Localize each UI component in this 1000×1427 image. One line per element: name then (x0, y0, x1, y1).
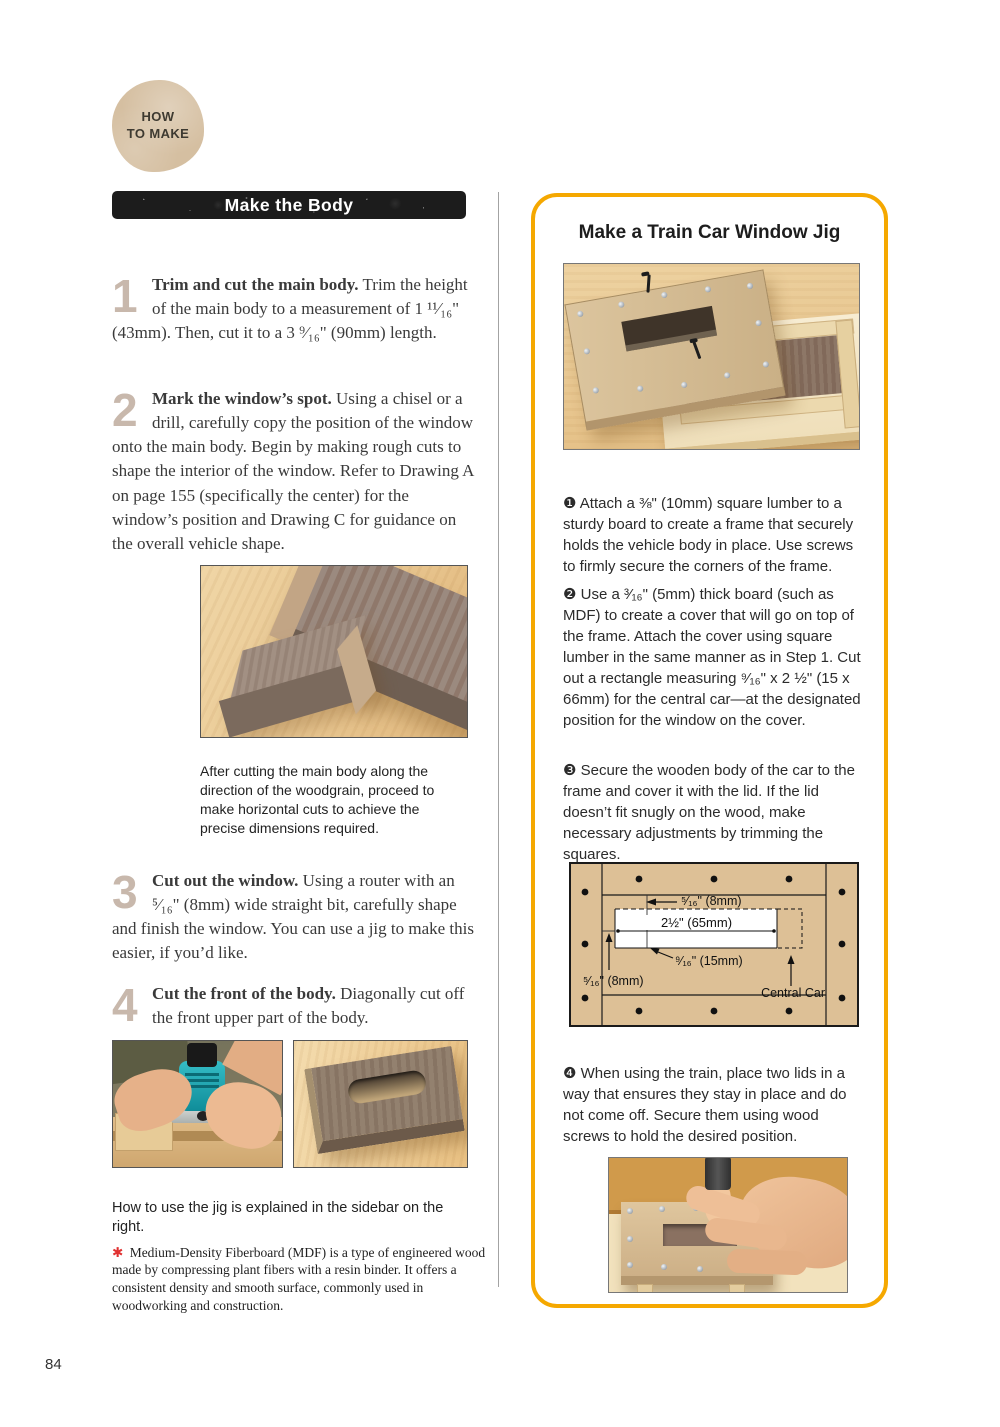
diagram-drawing (569, 862, 859, 1027)
photo-router-use (112, 1040, 283, 1168)
step-4-lead: Cut the front of the body. (152, 984, 336, 1003)
step-1-text: Trim the height of the main body to a measurement of 1 ¹¹⁄₁₆" (43mm). Then, cut it to a 3 ⁹⁄₁₆" (90mm) length. (112, 275, 468, 343)
screw-dot (697, 1266, 703, 1272)
footnote-asterisk: ✱ (112, 1244, 124, 1260)
diagram-label-left-offset: ⁵⁄₁₆" (8mm) (583, 974, 644, 988)
router-vents (185, 1073, 219, 1076)
jig-note-caption: How to use the jig is explained in the sidebar on the right. (112, 1199, 444, 1236)
diagram-label-window-width: 2½" (65mm) (639, 915, 754, 930)
sidebar-step-1 (563, 493, 863, 577)
photo-securing-lid (608, 1157, 848, 1293)
jig-dimension-diagram (569, 862, 859, 1027)
square-lumber-foot (729, 1284, 745, 1293)
sidebar-step-3 (563, 760, 863, 865)
photo-jig-parts (563, 263, 860, 450)
screw-dot (704, 286, 711, 293)
footnote-text: Medium-Density Fiberboard (MDF) is a type of engineered wood made by compressing plant fibers with a resin binder. It offers a consistent density and smooth surface, commonly used in woodworking and construction. (112, 1244, 486, 1313)
router-cap (187, 1043, 217, 1067)
photo-wood-blocks (200, 565, 468, 738)
diagram-label-window-height: ⁹⁄₁₆" (15mm) (675, 954, 743, 968)
how-to-make-badge (112, 80, 204, 172)
step-1-lead: Trim and cut the main body. (152, 275, 359, 294)
screw-dot (747, 283, 754, 290)
screwdriver-body (705, 1157, 731, 1190)
sidebar-step-3-number: ❸ (563, 762, 577, 779)
square-lumber-foot (637, 1284, 653, 1293)
badge-line1: HOW (141, 109, 175, 125)
screw-dot (583, 348, 590, 355)
loose-screw (692, 341, 701, 359)
loose-screw-head (689, 338, 698, 343)
screw-dot (661, 1264, 667, 1270)
sidebar-step-2-text: Use a ³⁄₁₆" (5mm) thick board (such as MDF) to create a cover that will go on top of the frame. Attach the cover using square lumber in the same manner as in Step 1. Cut out a rectangle measuring ⁹⁄₁₆" x 2 ½" (15 x 66mm) for the central car—at the designated position for the window on the cover. (563, 586, 861, 729)
sidebar-step-1-text: Attach a ⅜" (10mm) square lumber to a sturdy board to create a frame that securely holds the vehicle body in place. Use screws to firmly secure the corners of the frame. (563, 495, 854, 575)
column-divider (498, 192, 499, 1287)
step-4-number: 4 (112, 979, 138, 1031)
walnut-body-with-window (304, 1046, 465, 1154)
step-4 (112, 979, 480, 1031)
screw-dot (681, 381, 688, 388)
diagram-label-top-offset: ⁵⁄₁₆" (8mm) (681, 894, 742, 908)
section-banner (112, 191, 466, 219)
sidebar-step-4 (563, 1063, 863, 1147)
step-3-text: Using a router with an ⁵⁄₁₆" (8mm) wide straight bit, carefully shape and finish the window. You can use a jig to make this easier, if you’d like. (112, 871, 474, 963)
screw-dot (724, 372, 731, 379)
step-2-lead: Mark the window’s spot. (152, 389, 332, 408)
step-1 (112, 270, 474, 345)
step-2-text: Using a chisel or a drill, carefully copy the position of the window onto the main body. Begin by making rough cuts to shape the interior of the window. Refer to Drawing A on page 155 (specifically the center) for the window’s position and Drawing C for guidance on the overall vehicle shape. (112, 389, 474, 553)
screw-dot (627, 1262, 633, 1268)
mdf-footnote (112, 1244, 490, 1315)
finger-shape (727, 1249, 808, 1276)
screw-dot (627, 1208, 633, 1214)
screw-dot (592, 387, 599, 394)
badge-line2: TO MAKE (126, 126, 190, 141)
section-title: Make the Body (224, 194, 354, 215)
sidebar-title: Make a Train Car Window Jig (578, 222, 841, 243)
step-3-lead: Cut out the window. (152, 871, 299, 890)
sidebar-step-1-number: ❶ (563, 495, 577, 512)
diagram-label-central-car: Central Car (761, 986, 825, 1000)
screw-dot (637, 385, 644, 392)
screw-dot (762, 361, 769, 368)
badge-label (127, 109, 190, 143)
sidebar-step-2 (563, 584, 863, 731)
sidebar-step-4-number: ❹ (563, 1065, 577, 1082)
lid-window-hole (621, 306, 717, 352)
step-2 (112, 384, 478, 556)
loose-screw (646, 274, 650, 292)
step-4-text: Diagonally cut off the front upper part of the body. (152, 984, 465, 1028)
sidebar-step-2-number: ❷ (563, 586, 577, 603)
step-3 (112, 866, 480, 966)
step-3-number: 3 (112, 866, 138, 918)
page-number: 84 (45, 1356, 62, 1373)
walnut-block (205, 603, 409, 738)
screw-dot (661, 292, 668, 299)
screw-dot (659, 1206, 665, 1212)
screw-dot (577, 310, 584, 317)
sidebar-step-3-text: Secure the wooden body of the car to the frame and cover it with the lid. If the lid doesn’t fit snugly on the wood, make necessary adjustments by trimming the squares. (563, 762, 855, 863)
screw-dot (627, 1236, 633, 1242)
step-1-number: 1 (112, 270, 138, 322)
screw-dot (618, 301, 625, 308)
step-2-number: 2 (112, 384, 138, 436)
screw-dot (755, 320, 762, 327)
photo-window-block (293, 1040, 468, 1168)
window-jig-sidebar (531, 193, 888, 1308)
sidebar-step-4-text: When using the train, place two lids in a way that ensures they stay in place and do not come off. Secure them using wood screws to hold the desired position. (563, 1065, 847, 1145)
photo-caption: After cutting the main body along the direction of the woodgrain, proceed to make horizontal cuts to achieve the precise dimensions required. (200, 763, 435, 836)
